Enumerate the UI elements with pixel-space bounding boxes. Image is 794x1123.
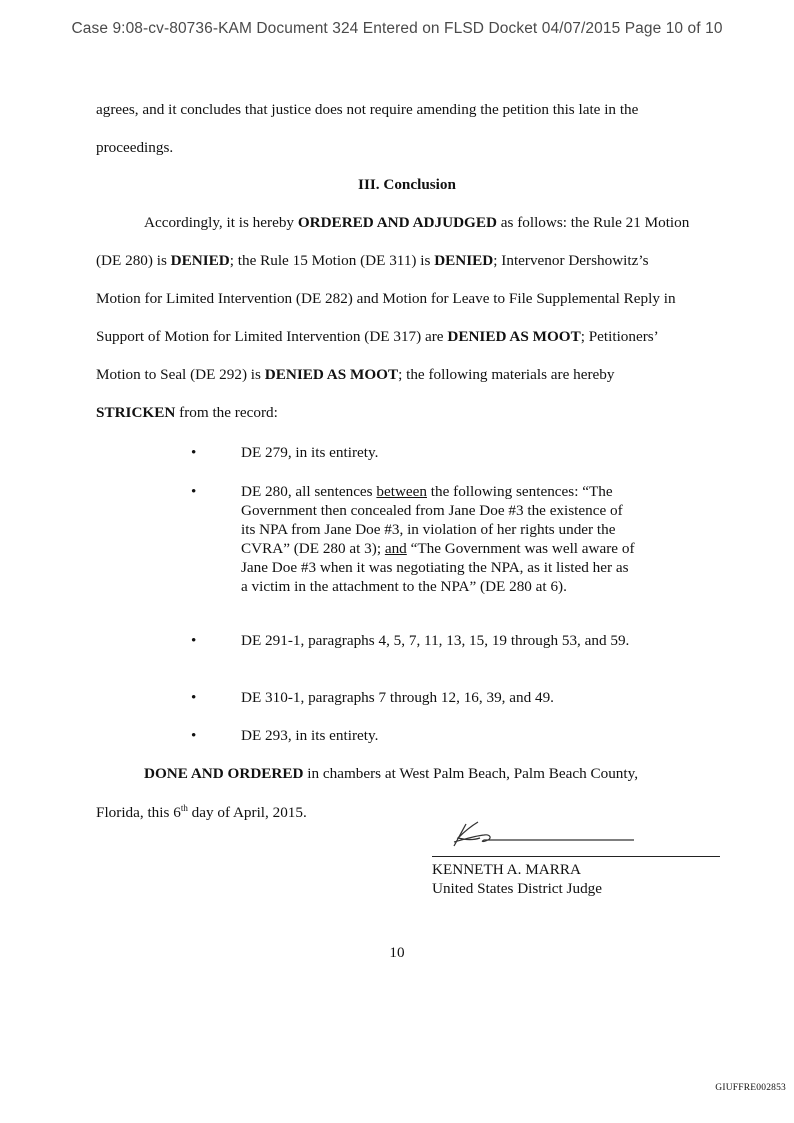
paragraph-line: Motion to Seal (DE 292) is DENIED AS MOOT; the following materials are hereby (96, 366, 615, 383)
bullet-icon: • (191, 689, 197, 706)
signature-icon (444, 818, 644, 854)
paragraph-line: Accordingly, it is hereby ORDERED AND ADJUDGED as follows: the Rule 21 Motion (144, 214, 690, 231)
docket-header: Case 9:08-cv-80736-KAM Document 324 Entered on FLSD Docket 04/07/2015 Page 10 of 10 (71, 20, 723, 37)
paragraph-line: Support of Motion for Limited Intervention (DE 317) are DENIED AS MOOT; Petitioners’ (96, 328, 659, 345)
paragraph-line: agrees, and it concludes that justice does not require amending the petition this late in the (96, 101, 639, 118)
bullet-icon: • (191, 444, 197, 461)
bullet-icon: • (191, 632, 197, 649)
paragraph-line: Motion for Limited Intervention (DE 282) and Motion for Leave to File Supplemental Reply in (96, 290, 676, 307)
bullet-icon: • (191, 727, 197, 744)
judge-name: KENNETH A. MARRA (432, 861, 581, 878)
closing-line: DONE AND ORDERED in chambers at West Palm Beach, Palm Beach County, (144, 765, 639, 782)
paragraph-line: proceedings. (96, 139, 174, 156)
judge-title: United States District Judge (432, 880, 602, 897)
bates-number: GIUFFRE002853 (715, 1083, 786, 1093)
page-number: 10 (389, 944, 405, 961)
closing-line: Florida, this 6th day of April, 2015. (96, 803, 307, 822)
bullet-icon: • (191, 483, 197, 500)
signature-line (432, 856, 720, 857)
section-heading: III. Conclusion (358, 176, 456, 193)
paragraph-line: (DE 280) is DENIED; the Rule 15 Motion (DE 311) is DENIED; Intervenor Dershowitz’s (96, 252, 649, 269)
paragraph-line: STRICKEN from the record: (96, 404, 278, 421)
